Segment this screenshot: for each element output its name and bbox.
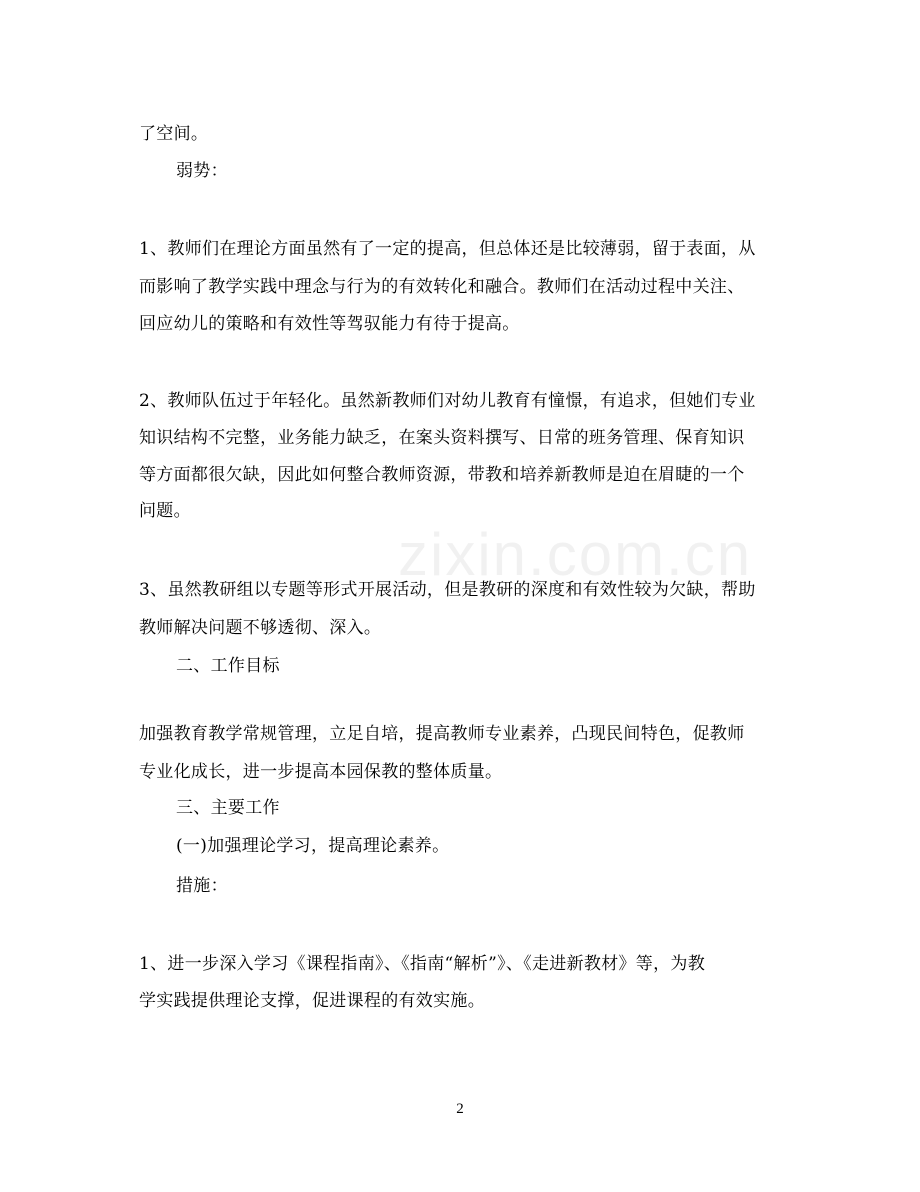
- text-line-10: 3、虽然教研组以专题等形式开展活动，但是教研的深度和有效性较为欠缺，帮助: [139, 580, 756, 600]
- text-line-19: 学实践提供理论支撑，促进课程的有效实施。: [139, 991, 485, 1011]
- heading-measures: 措施：: [176, 876, 228, 896]
- text-line-13: 加强教育教学常规管理，立足自培，提高教师专业素养，凸现民间特色，促教师: [139, 724, 745, 744]
- text-line-5: 回应幼儿的策略和有效性等驾驭能力有待于提高。: [139, 314, 520, 334]
- text-line-14: 专业化成长，进一步提高本园保教的整体质量。: [139, 762, 503, 782]
- page-number: 2: [456, 1101, 464, 1117]
- subheading-theory-study: (一)加强理论学习，提高理论素养。: [176, 836, 450, 856]
- text-line-6: 2、教师队伍过于年轻化。虽然新教师们对幼儿教育有憧憬，有追求，但她们专业: [139, 391, 756, 411]
- text-line-7: 知识结构不完整，业务能力缺乏，在案头资料撰写、日常的班务管理、保育知识: [139, 428, 745, 448]
- watermark: zixin.com.cn: [398, 521, 753, 588]
- text-line-11: 教师解决问题不够透彻、深入。: [139, 618, 382, 638]
- heading-weakness: 弱势：: [176, 161, 228, 181]
- heading-work-goals: 二、工作目标: [176, 656, 280, 676]
- text-line-18: 1、进一步深入学习《课程指南》、《指南“解析”》、《走进新教材》等，为教: [139, 954, 705, 974]
- text-line-4: 而影响了教学实践中理念与行为的有效转化和融合。教师们在活动过程中关注、: [139, 277, 745, 297]
- heading-main-work: 三、主要工作: [176, 798, 280, 818]
- text-line-9: 问题。: [139, 501, 191, 521]
- text-line-8: 等方面都很欠缺，因此如何整合教师资源，带教和培养新教师是迫在眉睫的一个: [139, 465, 745, 485]
- text-line-1: 了空间。: [139, 124, 209, 144]
- text-line-3: 1、教师们在理论方面虽然有了一定的提高，但总体还是比较薄弱，留于表面，从: [139, 239, 756, 259]
